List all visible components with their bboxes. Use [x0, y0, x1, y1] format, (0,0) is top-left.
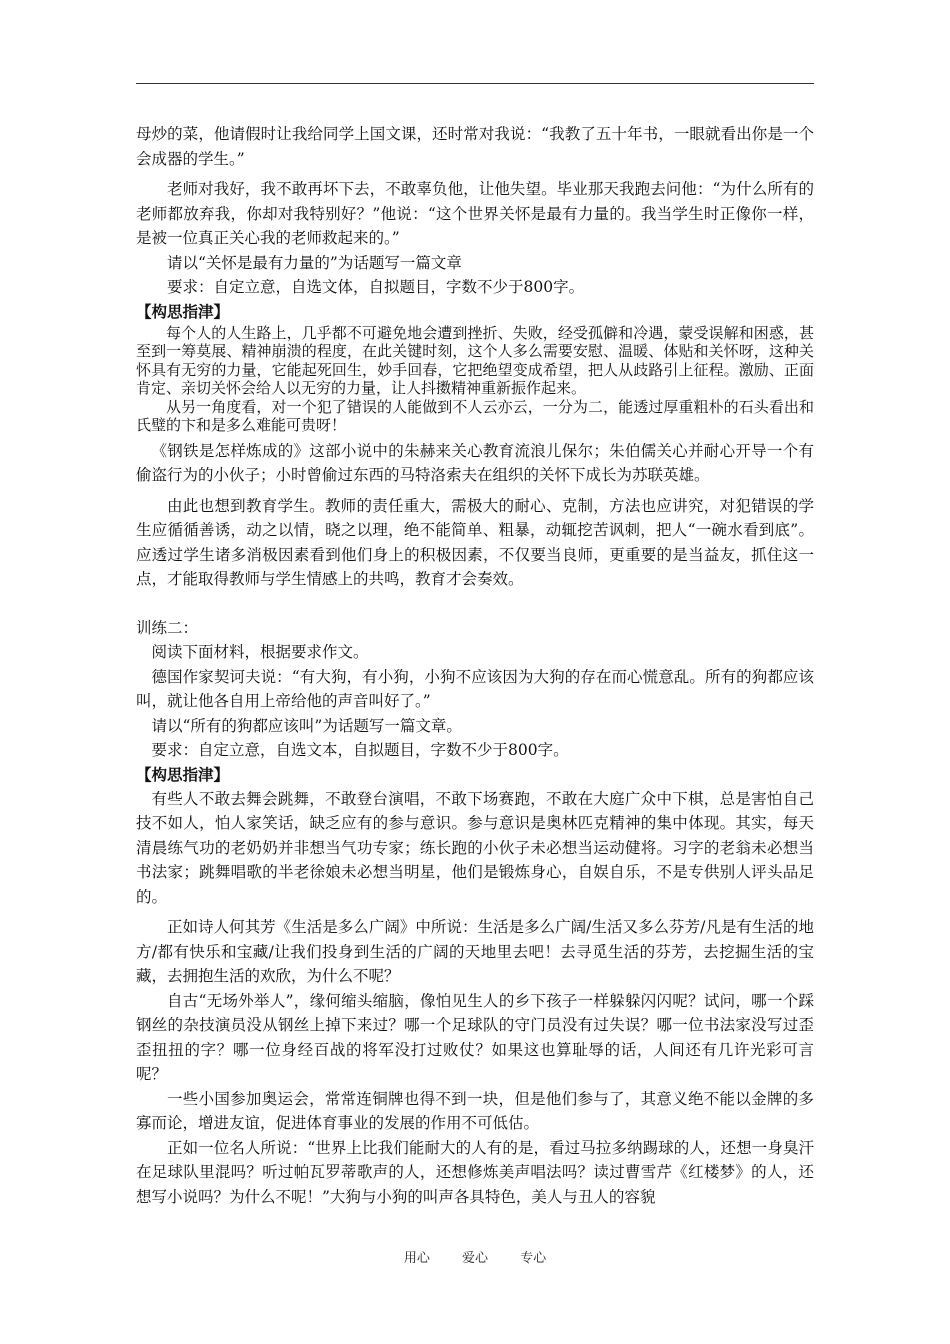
paragraph: 正如一位名人所说：“世界上比我们能耐大的人有的是，看过马拉多纳踢球的人，还想一身臭汗在足球队里混吗？听过帕瓦罗蒂歌声的人，还想修炼美声唱法吗？读过曹雪芹《红楼梦》的人，还想写小说吗？为什么不呢！”大狗与小狗的叫声各具特色，美人与丑人的容貌	[136, 1138, 814, 1206]
footer-text: 专心	[520, 1251, 547, 1266]
paragraph: 一些小国参加奥运会，常常连铜牌也得不到一块，但是他们参与了，其意义绝不能以金牌的多寡而论，增进友谊，促进体育事业的发展的作用不可低估。	[136, 1089, 814, 1132]
header-rule	[136, 83, 814, 84]
paragraph: 自古“无场外举人”，缘何缩头缩脑，像怕见生人的乡下孩子一样躲躲闪闪呢？试问，哪一个踩钢丝的杂技演员没从钢丝上掉下来过？哪一个足球队的守门员没有过失误？哪一位书法家没写过歪歪扭扭的字？哪一位身经百战的将军没打过败仗？如果这也算耻辱的话，人间还有几许光彩可言呢？	[136, 991, 814, 1083]
instruction-line: 阅读下面材料，根据要求作文。	[151, 643, 369, 661]
exercise-title: 训练二：	[136, 618, 199, 637]
paragraph: 正如诗人何其芳《生活是多么广阔》中所说：生活是多么广阔/生活又多么芬芳/凡是有生活的地方/都有快乐和宝藏/让我们投身到生活的广阔的天地里去吧！去寻觅生活的芬芳，去挖掘生活的宝藏，去拥抱生活的欢欣，为什么不呢？	[136, 918, 814, 985]
paragraph: 每个人的人生路上，几乎都不可避免地会遭到挫折、失败，经受孤僻和冷遇，蒙受误解和困惑，甚至到一筹莫展、精神崩溃的程度，在此关键时刻，这个人多么需要安慰、温暖、体贴和关怀呀，这种关怀具有无穷的力量，它能起死回生，妙手回春，它把绝望变成希望，把人从歧路引上征程。激励、正面肯定、亲切关怀会给人以无穷的力量，让人抖擞精神重新振作起来。	[136, 323, 814, 397]
prompt-line: 请以“关怀是最有力量的”为话题写一篇文章	[167, 253, 462, 272]
paragraph: 德国作家契诃夫说：“有大狗，有小狗，小狗不应该因为大狗的存在而心慌意乱。所有的狗都应该叫，就让他各自用上帝给他的声音叫好了。”	[136, 667, 814, 710]
paragraph: 从另一角度看，对一个犯了错误的人能做到不人云亦云，一分为二，能透过厚重粗朴的石头看出和氏璧的卞和是多么难能可贵呀！	[136, 397, 814, 434]
paragraph: 由此也想到教育学生。教师的责任重大，需极大的耐心、克制，方法也应讲究，对犯错误的学生应循循善诱，动之以情，晓之以理，绝不能简单、粗暴，动辄挖苦讽刺，把人“一碗水看到底”。应透过学生诸多消极因素看到他们身上的积极因素，不仅要当良师，更重要的是当益友，抓住这一点，才能取得教师与学生情感上的共鸣，教育才会奏效。	[136, 496, 814, 588]
requirement-line: 要求：自定立意，自选文体，自拟题目，字数不少于800字。	[167, 278, 585, 296]
prompt-line: 请以“所有的狗都应该叫”为话题写一篇文章。	[151, 716, 462, 735]
paragraph: 有些人不敢去舞会跳舞，不敢登台演唱，不敢下场赛跑，不敢在大庭广众中下棋，总是害怕自己技不如人，怕人家笑话，缺乏应有的参与意识。参与意识是奥林匹克精神的集中体现。其实，每天清晨练气功的老奶奶并非想当气功专家；练长跑的小伙子未必想当运动健将。习字的老翁未必想当书法家；跳舞唱歌的半老徐娘未必想当明星，他们是锻炼身心，自娱自乐，不是专供别人评头品足的。	[136, 789, 814, 906]
paragraph: 老师对我好，我不敢再坏下去，不敢辜负他，让他失望。毕业那天我跑去问他：“为什么所有的老师都放弃我，你却对我特别好？”他说：“这个世界关怀是最有力量的。我当学生时正像你一样，是被一位真正关心我的老师救起来的。”	[136, 180, 814, 247]
paragraph: 母炒的菜，他请假时让我给同学上国文课，还时常对我说：“我教了五十年书，一眼就看出你是一个会成器的学生。”	[136, 125, 814, 168]
paragraph: 《钢铁是怎样炼成的》这部小说中的朱赫来关心教育流浪儿保尔；朱伯儒关心并耐心开导一个有偷盗行为的小伙子；小时曾偷过东西的马特洛索夫在组织的关怀下成长为苏联英雄。	[136, 441, 814, 484]
footer-text: 用心	[403, 1251, 430, 1266]
section-heading: 【构思指津】	[136, 301, 230, 321]
section-heading: 【构思指津】	[136, 764, 230, 784]
document-body	[136, 122, 814, 1209]
requirement-line: 要求：自定立意，自选文本，自拟题目，字数不少于800字。	[151, 741, 569, 759]
page-footer	[0, 1247, 950, 1266]
footer-text: 爱心	[461, 1251, 488, 1266]
